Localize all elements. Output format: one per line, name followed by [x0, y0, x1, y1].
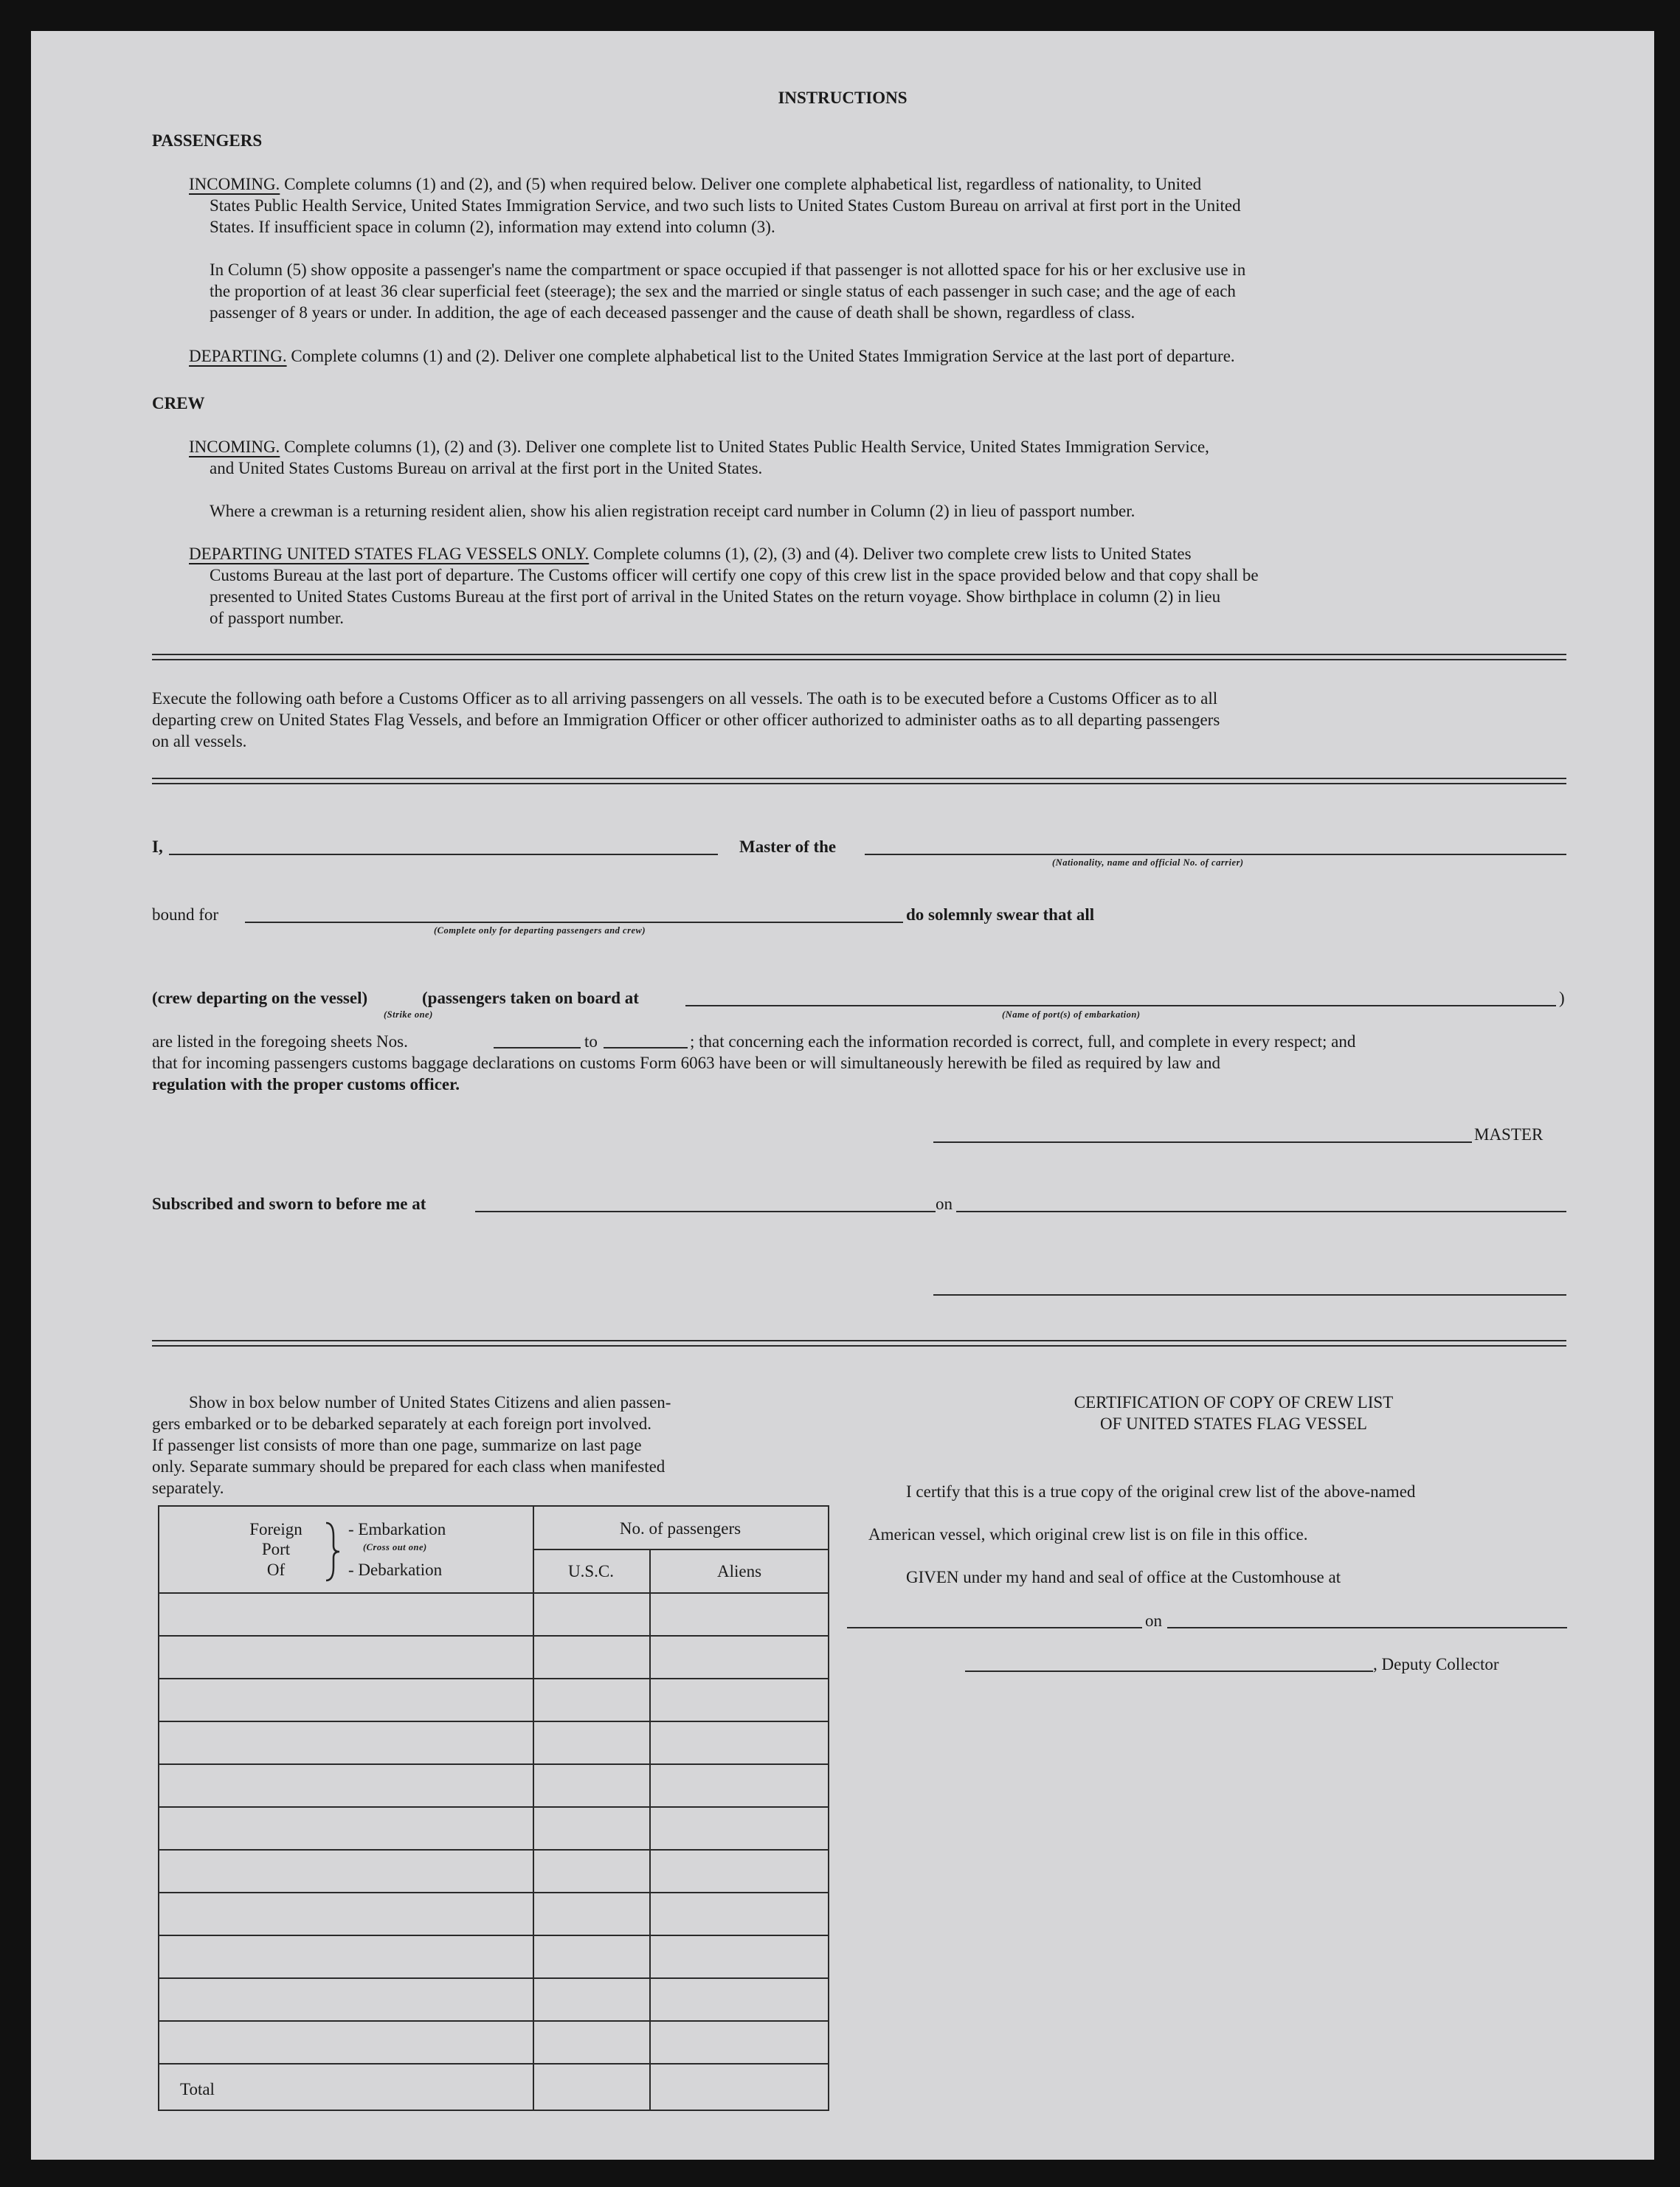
- table-row: [159, 1678, 828, 1679]
- table-row: [159, 2063, 828, 2065]
- column5-text-2: the proportion of at least 36 clear superficial feet (steerage); the sex and the married or single status of each passenger in such case; and the age of each: [210, 282, 1236, 300]
- strike-one-hint: (Strike one): [384, 1009, 433, 1020]
- certification-line-2: American vessel, which original crew list is on file in this office.: [868, 1525, 1308, 1544]
- debarkation-label: - Debarkation: [348, 1561, 443, 1579]
- no-of-passengers-label: No. of passengers: [619, 1519, 742, 1538]
- table-row: [159, 1892, 828, 1893]
- certification-heading-1: CERTIFICATION OF COPY OF CREW LIST: [1074, 1393, 1394, 1412]
- foreign-label: Foreign: [249, 1520, 303, 1538]
- bound-for-label: bound for: [152, 905, 219, 924]
- sheets-to-line[interactable]: [604, 1047, 688, 1048]
- crew-incoming-text-1: Complete columns (1), (2) and (3). Deliver one complete list to United States Public Health Service, United States Immigration Service,: [284, 438, 1209, 456]
- listed-line-1b: ; that concerning each the information recorded is correct, full, and complete in every respect; and: [690, 1032, 1356, 1051]
- master-of-the-label: Master of the: [739, 837, 837, 856]
- of-label: Of: [266, 1561, 286, 1579]
- master-label: MASTER: [1474, 1125, 1544, 1144]
- listed-line-1a: are listed in the foregoing sheets Nos.: [152, 1032, 408, 1051]
- crewman-text: Where a crewman is a returning resident alien, show his alien registration receipt card number in Column (2) in lieu of passport number.: [210, 502, 1135, 520]
- table-row: [159, 1592, 828, 1594]
- passengers-heading: PASSENGERS: [152, 131, 263, 150]
- divider-rule: [152, 778, 1566, 779]
- oath-intro-line-3: on all vessels.: [152, 732, 247, 750]
- cross-out-hint: (Cross out one): [363, 1542, 427, 1552]
- oath-intro-line-2: departing crew on United States Flag Vessels, and before an Immigration Officer or other officer authorized to administer oaths as to all departing passengers: [152, 711, 1220, 729]
- ports-line[interactable]: [685, 1005, 1556, 1006]
- divider-rule: [152, 654, 1566, 655]
- crew-departing-text-1: Complete columns (1), (2), (3) and (4). Deliver two complete crew lists to United States: [593, 545, 1192, 563]
- passengers-incoming-text-2: States Public Health Service, United States Immigration Service, and two such lists to United States Custom Bureau on arrival at first port in the United: [210, 196, 1241, 215]
- certification-heading-2: OF UNITED STATES FLAG VESSEL: [1100, 1414, 1367, 1433]
- oath-intro-line-1: Execute the following oath before a Customs Officer as to all arriving passengers on all vessels. The oath is to be executed before a Customs Officer as to all: [152, 689, 1218, 708]
- passengers-taken-option: (passengers taken on board at: [422, 989, 639, 1007]
- crew-incoming-label: INCOMING.: [189, 438, 280, 456]
- crew-departing-text-2: Customs Bureau at the last port of departure. The Customs officer will certify one copy of this crew list in the space provided below and that copy shall be: [210, 566, 1259, 584]
- divider-rule: [152, 1340, 1566, 1341]
- brace-icon: [320, 1521, 342, 1582]
- crew-departing-label: DEPARTING UNITED STATES FLAG VESSELS ONLY.: [189, 545, 590, 563]
- subscribed-place-line[interactable]: [475, 1211, 936, 1212]
- aliens-header: Aliens: [716, 1562, 762, 1580]
- crew-departing-option: (crew departing on the vessel): [152, 989, 368, 1007]
- passengers-incoming-line-1: [189, 173, 1566, 195]
- summary-text-1: Show in box below number of United States Citizens and alien passen-: [189, 1393, 671, 1412]
- table-column-divider: [649, 1549, 651, 2110]
- table-row: [159, 1806, 828, 1808]
- table-row: [159, 1935, 828, 1936]
- table-row: [159, 1763, 828, 1765]
- divider-rule: [152, 783, 1566, 784]
- crew-departing-text-4: of passport number.: [210, 609, 345, 627]
- port-label: Port: [261, 1540, 291, 1558]
- form-sheet: [31, 31, 1654, 2160]
- close-paren: ): [1559, 989, 1565, 1007]
- nationality-hint: (Nationality, name and official No. of carrier): [1052, 857, 1244, 868]
- listed-line-2: that for incoming passengers customs baggage declarations on customs Form 6063 have been or will simultaneously herewith be filed as required by law and: [152, 1054, 1221, 1072]
- carrier-line[interactable]: [865, 854, 1566, 855]
- summary-text-5: separately.: [152, 1479, 224, 1497]
- total-label: Total: [180, 2080, 215, 2098]
- divider-rule: [152, 659, 1566, 660]
- usc-header: U.S.C.: [568, 1562, 614, 1580]
- deputy-collector-label: , Deputy Collector: [1373, 1655, 1499, 1673]
- crew-departing-line-1: [189, 543, 1192, 564]
- table-column-divider: [533, 1507, 534, 2110]
- certification-place-line[interactable]: [847, 1627, 1142, 1628]
- passengers-departing-label: DEPARTING.: [189, 347, 287, 365]
- passengers-departing-text: Complete columns (1) and (2). Deliver one complete alphabetical list to the United States Immigration Service at the last port of departure.: [291, 347, 1235, 365]
- table-row: [159, 1977, 828, 1979]
- certification-line-3: GIVEN under my hand and seal of office at the Customhouse at: [906, 1568, 1341, 1586]
- table-row: [159, 1849, 828, 1851]
- deputy-signature-line[interactable]: [965, 1671, 1373, 1672]
- certification-line-1: I certify that this is a true copy of the original crew list of the above-named: [906, 1482, 1416, 1501]
- certification-on-label: on: [1145, 1611, 1162, 1630]
- passengers-departing-line: [189, 345, 1235, 367]
- header-rule: [533, 1549, 828, 1550]
- subscribed-label: Subscribed and sworn to before me at: [152, 1195, 426, 1213]
- passengers-incoming-text-3: States. If insufficient space in column (2), information may extend into column (3).: [210, 218, 775, 236]
- bound-for-line[interactable]: [245, 922, 903, 923]
- table-row: [159, 2020, 828, 2022]
- crew-incoming-line-1: [189, 436, 1209, 457]
- crew-departing-text-3: presented to United States Customs Bureau at the first port of arrival in the United States on the return voyage. Show birthplace in column (2) in lieu: [210, 587, 1221, 606]
- sheets-from-line[interactable]: [494, 1047, 581, 1048]
- master-name-line[interactable]: [169, 854, 718, 855]
- swear-text: do solemnly swear that all: [906, 905, 1095, 924]
- bound-hint: (Complete only for departing passengers and crew): [434, 925, 646, 936]
- crew-incoming-text-2: and United States Customs Bureau on arrival at the first port in the United States.: [210, 459, 763, 477]
- table-row: [159, 1721, 828, 1722]
- passengers-incoming-label: INCOMING.: [189, 175, 280, 193]
- divider-rule: [152, 1345, 1566, 1347]
- column5-text-3: passenger of 8 years or under. In addition, the age of each deceased passenger and the cause of death shall be shown, regardless of class.: [210, 303, 1135, 322]
- summary-instructions: [152, 1392, 829, 1499]
- passenger-summary-table: [158, 1505, 829, 2111]
- summary-text-2: gers embarked or to be debarked separately at each foreign port involved.: [152, 1414, 651, 1433]
- oath-i-label: I,: [152, 837, 163, 856]
- listed-line-3: regulation with the proper customs officer.: [152, 1075, 460, 1094]
- passengers-incoming-text-1: Complete columns (1) and (2), and (5) when required below. Deliver one complete alphabetical list, regardless of nationality, to United: [284, 175, 1202, 193]
- ports-hint: (Name of port(s) of embarkation): [1002, 1009, 1141, 1020]
- certification-date-line[interactable]: [1167, 1627, 1567, 1628]
- table-row: [159, 1635, 828, 1637]
- summary-text-3: If passenger list consists of more than one page, summarize on last page: [152, 1436, 642, 1454]
- column5-text-1: In Column (5) show opposite a passenger's name the compartment or space occupied if that passenger is not allotted space for his or her exclusive use in: [210, 260, 1246, 279]
- embarkation-label: - Embarkation: [348, 1520, 446, 1538]
- master-signature-line[interactable]: [933, 1141, 1472, 1143]
- listed-to: to: [584, 1032, 598, 1051]
- subscribed-date-line[interactable]: [956, 1211, 1566, 1212]
- summary-text-4: only. Separate summary should be prepared for each class when manifested: [152, 1457, 666, 1476]
- officer-signature-line[interactable]: [933, 1294, 1566, 1296]
- crew-heading: CREW: [152, 394, 205, 412]
- page-title: INSTRUCTIONS: [778, 89, 908, 107]
- subscribed-on-label: on: [936, 1195, 953, 1213]
